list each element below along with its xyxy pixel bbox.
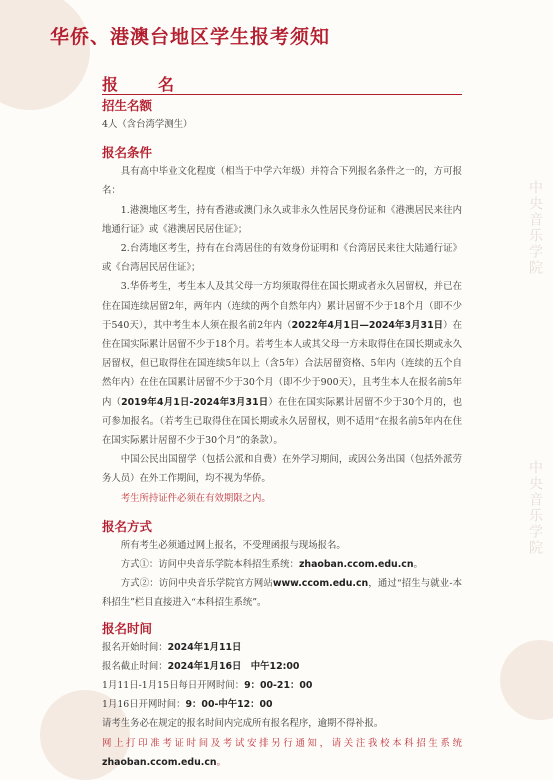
condition-hk-macao: 1.港澳地区考生，持有香港或澳门永久或非永久性居民身份证和《港澳居民来往内地通行证》或《港澳居民居住证》； xyxy=(102,204,462,235)
watermark-seal-right xyxy=(500,640,553,720)
method-way-2 xyxy=(102,574,462,612)
admit-system-link[interactable]: zhaoban.ccom.edu.cn xyxy=(102,756,217,768)
time-daily xyxy=(102,676,462,695)
condition-overseas-chinese xyxy=(102,277,462,450)
conditions-valid-note: 考生所持证件必须在有效期限之内。 xyxy=(120,492,271,504)
time-last-day xyxy=(102,695,462,714)
page-title: 华侨、港澳台地区学生报考须知 xyxy=(50,26,331,48)
condition-overseas-text-b: ）在住在国实际累计居留不少于18个月。若考生本人或其父母一方未取得住在国长期或永久居留权，但已取得住在国连续5年以上（含5年）合法居留资格、5年内（连续的五个自然年内）在住在国累计居留不少于30个月（即不少于900天），且考生本人在报名前5年内（ xyxy=(102,319,462,408)
watermark-text-right-1: 中央音乐学院 xyxy=(527,180,543,276)
method-way-1-suffix: 。 xyxy=(413,559,423,571)
time-heading: 报名时间 xyxy=(102,620,153,636)
time-last-label: 1月16日开网时间： xyxy=(102,699,186,711)
method-way-1-prefix: 方式①：访问中央音乐学院本科招生系统： xyxy=(120,559,299,571)
method-text: 所有考生必须通过网上报名，不受理函报与现场报名。 xyxy=(120,539,346,551)
time-admit-note xyxy=(102,734,462,772)
time-daily-value: 9：00-21：00 xyxy=(244,680,313,692)
time-start-value: 2024年1月11日 xyxy=(167,641,242,653)
time-admit-note-text: 网上打印准考证时间及考试安排另行通知，请关注我校本科招生系统 xyxy=(102,737,462,749)
time-end xyxy=(102,657,462,676)
official-site-link[interactable]: www.ccom.edu.cn xyxy=(272,578,369,590)
condition-date-range-2: 2019年4月1日-2024年3月31日 xyxy=(121,396,269,408)
condition-taiwan: 2.台湾地区考生，持有在台湾居住的有效身份证明和《台湾居民来往大陆通行证》或《台湾居民居住证》； xyxy=(102,243,462,274)
quota-text: 4人（含台湾学测生） xyxy=(102,119,193,130)
section-heading-text: 报 名 xyxy=(102,75,187,94)
method-heading: 报名方式 xyxy=(102,518,153,534)
time-daily-label: 1月11日-1月15日每日开网时间： xyxy=(102,680,245,692)
watermark-seal-left xyxy=(0,0,90,110)
time-note: 请考生务必在规定的报名时间内完成所有报名程序，逾期不得补报。 xyxy=(102,718,384,730)
time-start xyxy=(102,638,462,657)
section-heading xyxy=(102,72,462,95)
conditions-heading: 报名条件 xyxy=(102,145,153,161)
time-last-value: 9：00-中午12：00 xyxy=(185,699,273,711)
time-start-label: 报名开始时间： xyxy=(102,641,168,653)
main-content xyxy=(102,96,462,772)
conditions-intro: 具有高中毕业文化程度（相当于中学六年级）并符合下列报名条件之一的，方可报名： xyxy=(102,166,462,197)
time-end-label: 报名截止时间： xyxy=(102,660,168,672)
condition-overseas-text-a: 3.华侨考生，考生本人及其父母一方均须取得住在国长期或者永久居留权，并已在住在国连续居留2年，两年内（连续的两个自然年内）累计居留不少于18个月（即不少于540天），其中考生本人须在报名前2年内（ xyxy=(102,281,462,331)
method-way-2-prefix: 方式②：访问中央音乐学院官方网站 xyxy=(120,578,273,590)
time-admit-suffix: 。 xyxy=(216,756,226,768)
time-end-value: 2024年1月16日 中午12:00 xyxy=(167,660,300,672)
method-way-2-suffix: ，通过“招生与就业-本科招生”栏目直接进入“本科招生系统”。 xyxy=(102,578,462,609)
conditions-note: 中国公民出国留学（包括公派和自费）在外学习期间，或因公务出国（包括外派劳务人员）在外工作期间，均不视为华侨。 xyxy=(102,454,462,485)
system-url-link[interactable]: zhaoban.ccom.edu.cn xyxy=(298,559,414,571)
condition-overseas-text-c: ）在住在国实际累计居留不少于30个月的，也可参加报名。（若考生已取得住在国长期或永久居留权，则不适用“在报名前5年内在住在国实际累计居留不少于30个月”的条款）。 xyxy=(102,396,462,447)
method-way-1 xyxy=(102,555,462,574)
watermark-text-right-2: 中央音乐学院 xyxy=(527,460,543,556)
quota-heading: 招生名额 xyxy=(102,98,153,113)
condition-date-range-1: 2022年4月1日—2024年3月31日 xyxy=(291,319,444,331)
